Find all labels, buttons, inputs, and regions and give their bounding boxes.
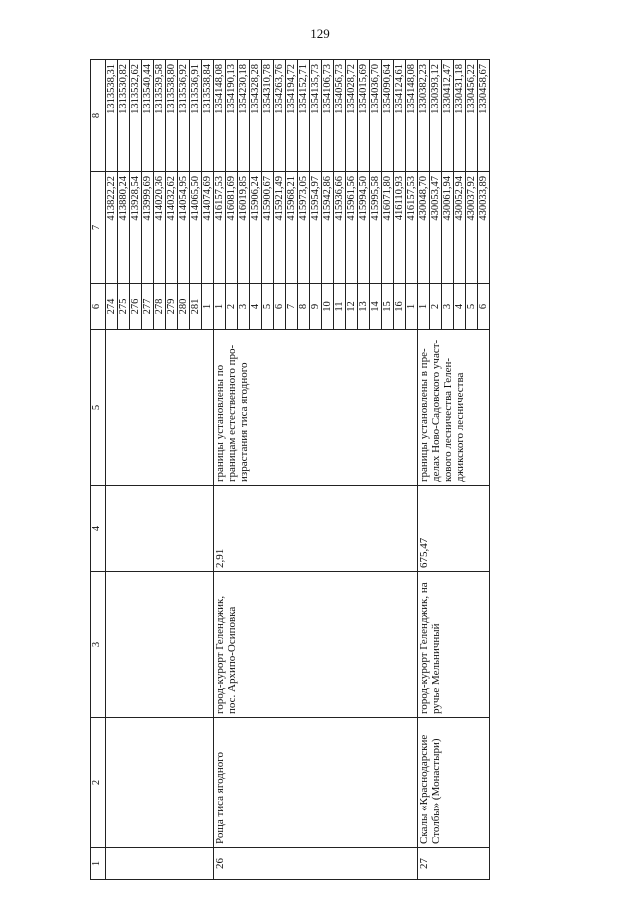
point-number: 16 bbox=[394, 284, 406, 330]
coordinate-x: 416157,53 bbox=[406, 172, 418, 284]
point-number: 5 bbox=[262, 284, 274, 330]
coordinate-x: 415961,56 bbox=[346, 172, 358, 284]
header-cell: 8 bbox=[91, 60, 106, 172]
coordinate-y: 1354036,70 bbox=[370, 60, 382, 172]
coordinate-y: 1354263,76 bbox=[274, 60, 286, 172]
coordinate-x: 415954,97 bbox=[310, 172, 322, 284]
point-number: 280 bbox=[178, 284, 190, 330]
header-cell: 7 bbox=[91, 172, 106, 284]
coordinate-x: 413928,54 bbox=[130, 172, 142, 284]
object-boundary-note: границы установлены в пре-делах Ново-Садовского участ-кового лесничества Гелен-джикского лесничества bbox=[418, 330, 490, 486]
coordinate-x: 430061,94 bbox=[442, 172, 454, 284]
point-number: 277 bbox=[142, 284, 154, 330]
coordinate-x: 414020,36 bbox=[154, 172, 166, 284]
point-number: 10 bbox=[322, 284, 334, 330]
coordinate-x: 415936,66 bbox=[334, 172, 346, 284]
point-number: 3 bbox=[238, 284, 250, 330]
header-cell: 2 bbox=[91, 718, 106, 848]
object-name: Роща тиса ягодного bbox=[214, 718, 418, 848]
coordinate-x: 414074,69 bbox=[202, 172, 214, 284]
coordinate-x: 416071,80 bbox=[382, 172, 394, 284]
point-number: 275 bbox=[118, 284, 130, 330]
coordinate-y: 1354328,28 bbox=[250, 60, 262, 172]
block-number: 27 bbox=[418, 848, 490, 880]
coordinate-y: 1330382,23 bbox=[418, 60, 430, 172]
coordinate-x: 430033,89 bbox=[478, 172, 490, 284]
point-number: 1 bbox=[406, 284, 418, 330]
coordinate-x: 416157,53 bbox=[214, 172, 226, 284]
coordinate-y: 1354148,08 bbox=[406, 60, 418, 172]
coordinate-y: 1313536,91 bbox=[190, 60, 202, 172]
coordinate-x: 413880,24 bbox=[118, 172, 130, 284]
header-cell: 5 bbox=[91, 330, 106, 486]
table-row bbox=[214, 60, 226, 880]
coordinate-y: 1313532,62 bbox=[130, 60, 142, 172]
table-body bbox=[91, 60, 490, 880]
object-boundary-note: границы установлены по границам естественного про-израстания тиса ягодного bbox=[214, 330, 418, 486]
object-name bbox=[106, 718, 214, 848]
point-number: 12 bbox=[346, 284, 358, 330]
coordinate-y: 1313536,92 bbox=[178, 60, 190, 172]
header-cell: 3 bbox=[91, 572, 106, 718]
table-row bbox=[106, 60, 118, 880]
coordinate-y: 1313538,31 bbox=[106, 60, 118, 172]
coordinate-x: 416110,93 bbox=[394, 172, 406, 284]
header-cell: 6 bbox=[91, 284, 106, 330]
object-boundary-note bbox=[106, 330, 214, 486]
coordinate-y: 1330458,67 bbox=[478, 60, 490, 172]
coordinate-x: 414032,62 bbox=[166, 172, 178, 284]
coordinate-y: 1354230,18 bbox=[238, 60, 250, 172]
coordinate-x: 430052,94 bbox=[454, 172, 466, 284]
coordinate-y: 1354015,69 bbox=[358, 60, 370, 172]
point-number: 4 bbox=[454, 284, 466, 330]
object-name: Скалы «Краснодарские Столбы» (Монастыри) bbox=[418, 718, 490, 848]
point-number: 278 bbox=[154, 284, 166, 330]
point-number: 276 bbox=[130, 284, 142, 330]
coordinate-x: 416081,69 bbox=[226, 172, 238, 284]
coordinate-x: 415906,24 bbox=[250, 172, 262, 284]
coordinate-y: 1313538,80 bbox=[166, 60, 178, 172]
point-number: 4 bbox=[250, 284, 262, 330]
point-number: 13 bbox=[358, 284, 370, 330]
coordinate-y: 1313538,84 bbox=[202, 60, 214, 172]
coordinate-y: 1354106,73 bbox=[322, 60, 334, 172]
header-row bbox=[91, 60, 106, 880]
header-cell: 1 bbox=[91, 848, 106, 880]
coordinate-x: 414054,95 bbox=[178, 172, 190, 284]
table-row bbox=[418, 60, 430, 880]
coordinate-x: 415968,21 bbox=[286, 172, 298, 284]
rotated-table-wrapper bbox=[90, 60, 560, 880]
coordinate-y: 1354152,71 bbox=[298, 60, 310, 172]
block-number: 26 bbox=[214, 848, 418, 880]
point-number: 14 bbox=[370, 284, 382, 330]
point-number: 2 bbox=[430, 284, 442, 330]
point-number: 279 bbox=[166, 284, 178, 330]
coordinate-y: 1313530,82 bbox=[118, 60, 130, 172]
coordinate-x: 415942,86 bbox=[322, 172, 334, 284]
coordinate-y: 1330456,22 bbox=[466, 60, 478, 172]
coordinate-x: 416019,85 bbox=[238, 172, 250, 284]
coordinate-y: 1354310,78 bbox=[262, 60, 274, 172]
coordinate-y: 1354194,72 bbox=[286, 60, 298, 172]
coordinate-x: 413999,69 bbox=[142, 172, 154, 284]
coordinate-y: 1330431,18 bbox=[454, 60, 466, 172]
coordinate-y: 1330412,47 bbox=[442, 60, 454, 172]
coordinate-y: 1313540,44 bbox=[142, 60, 154, 172]
coordinate-y: 1313539,58 bbox=[154, 60, 166, 172]
coordinate-y: 1354148,08 bbox=[214, 60, 226, 172]
coordinate-x: 430053,47 bbox=[430, 172, 442, 284]
point-number: 274 bbox=[106, 284, 118, 330]
object-area: 2,91 bbox=[214, 486, 418, 572]
block-number bbox=[106, 848, 214, 880]
coordinate-x: 415900,67 bbox=[262, 172, 274, 284]
coordinate-x: 413822,22 bbox=[106, 172, 118, 284]
coordinate-y: 1354056,73 bbox=[334, 60, 346, 172]
coordinate-x: 415921,49 bbox=[274, 172, 286, 284]
coordinate-x: 415994,50 bbox=[358, 172, 370, 284]
object-area bbox=[106, 486, 214, 572]
page-number: 129 bbox=[310, 26, 330, 41]
coordinate-y: 1354135,73 bbox=[310, 60, 322, 172]
point-number: 2 bbox=[226, 284, 238, 330]
coordinate-y: 1330393,12 bbox=[430, 60, 442, 172]
point-number: 9 bbox=[310, 284, 322, 330]
object-location: город-курорт Геленджик, пос. Архипо-Осиповка bbox=[214, 572, 418, 718]
coordinate-x: 430048,70 bbox=[418, 172, 430, 284]
coordinate-y: 1354124,61 bbox=[394, 60, 406, 172]
object-location: город-курорт Геленджик, на ручье Мельничный bbox=[418, 572, 490, 718]
object-area: 675,47 bbox=[418, 486, 490, 572]
coordinates-table bbox=[90, 59, 490, 880]
coordinate-y: 1354028,72 bbox=[346, 60, 358, 172]
point-number: 3 bbox=[442, 284, 454, 330]
object-location bbox=[106, 572, 214, 718]
coordinate-x: 430037,92 bbox=[466, 172, 478, 284]
point-number: 1 bbox=[418, 284, 430, 330]
point-number: 7 bbox=[286, 284, 298, 330]
point-number: 281 bbox=[190, 284, 202, 330]
point-number: 6 bbox=[274, 284, 286, 330]
point-number: 1 bbox=[202, 284, 214, 330]
header-cell: 4 bbox=[91, 486, 106, 572]
coordinate-x: 414065,50 bbox=[190, 172, 202, 284]
coordinate-x: 415995,58 bbox=[370, 172, 382, 284]
point-number: 5 bbox=[466, 284, 478, 330]
point-number: 8 bbox=[298, 284, 310, 330]
point-number: 15 bbox=[382, 284, 394, 330]
point-number: 6 bbox=[478, 284, 490, 330]
coordinate-y: 1354190,13 bbox=[226, 60, 238, 172]
point-number: 1 bbox=[214, 284, 226, 330]
coordinate-y: 1354090,64 bbox=[382, 60, 394, 172]
landscape-table-container bbox=[90, 60, 560, 880]
point-number: 11 bbox=[334, 284, 346, 330]
coordinate-x: 415973,05 bbox=[298, 172, 310, 284]
